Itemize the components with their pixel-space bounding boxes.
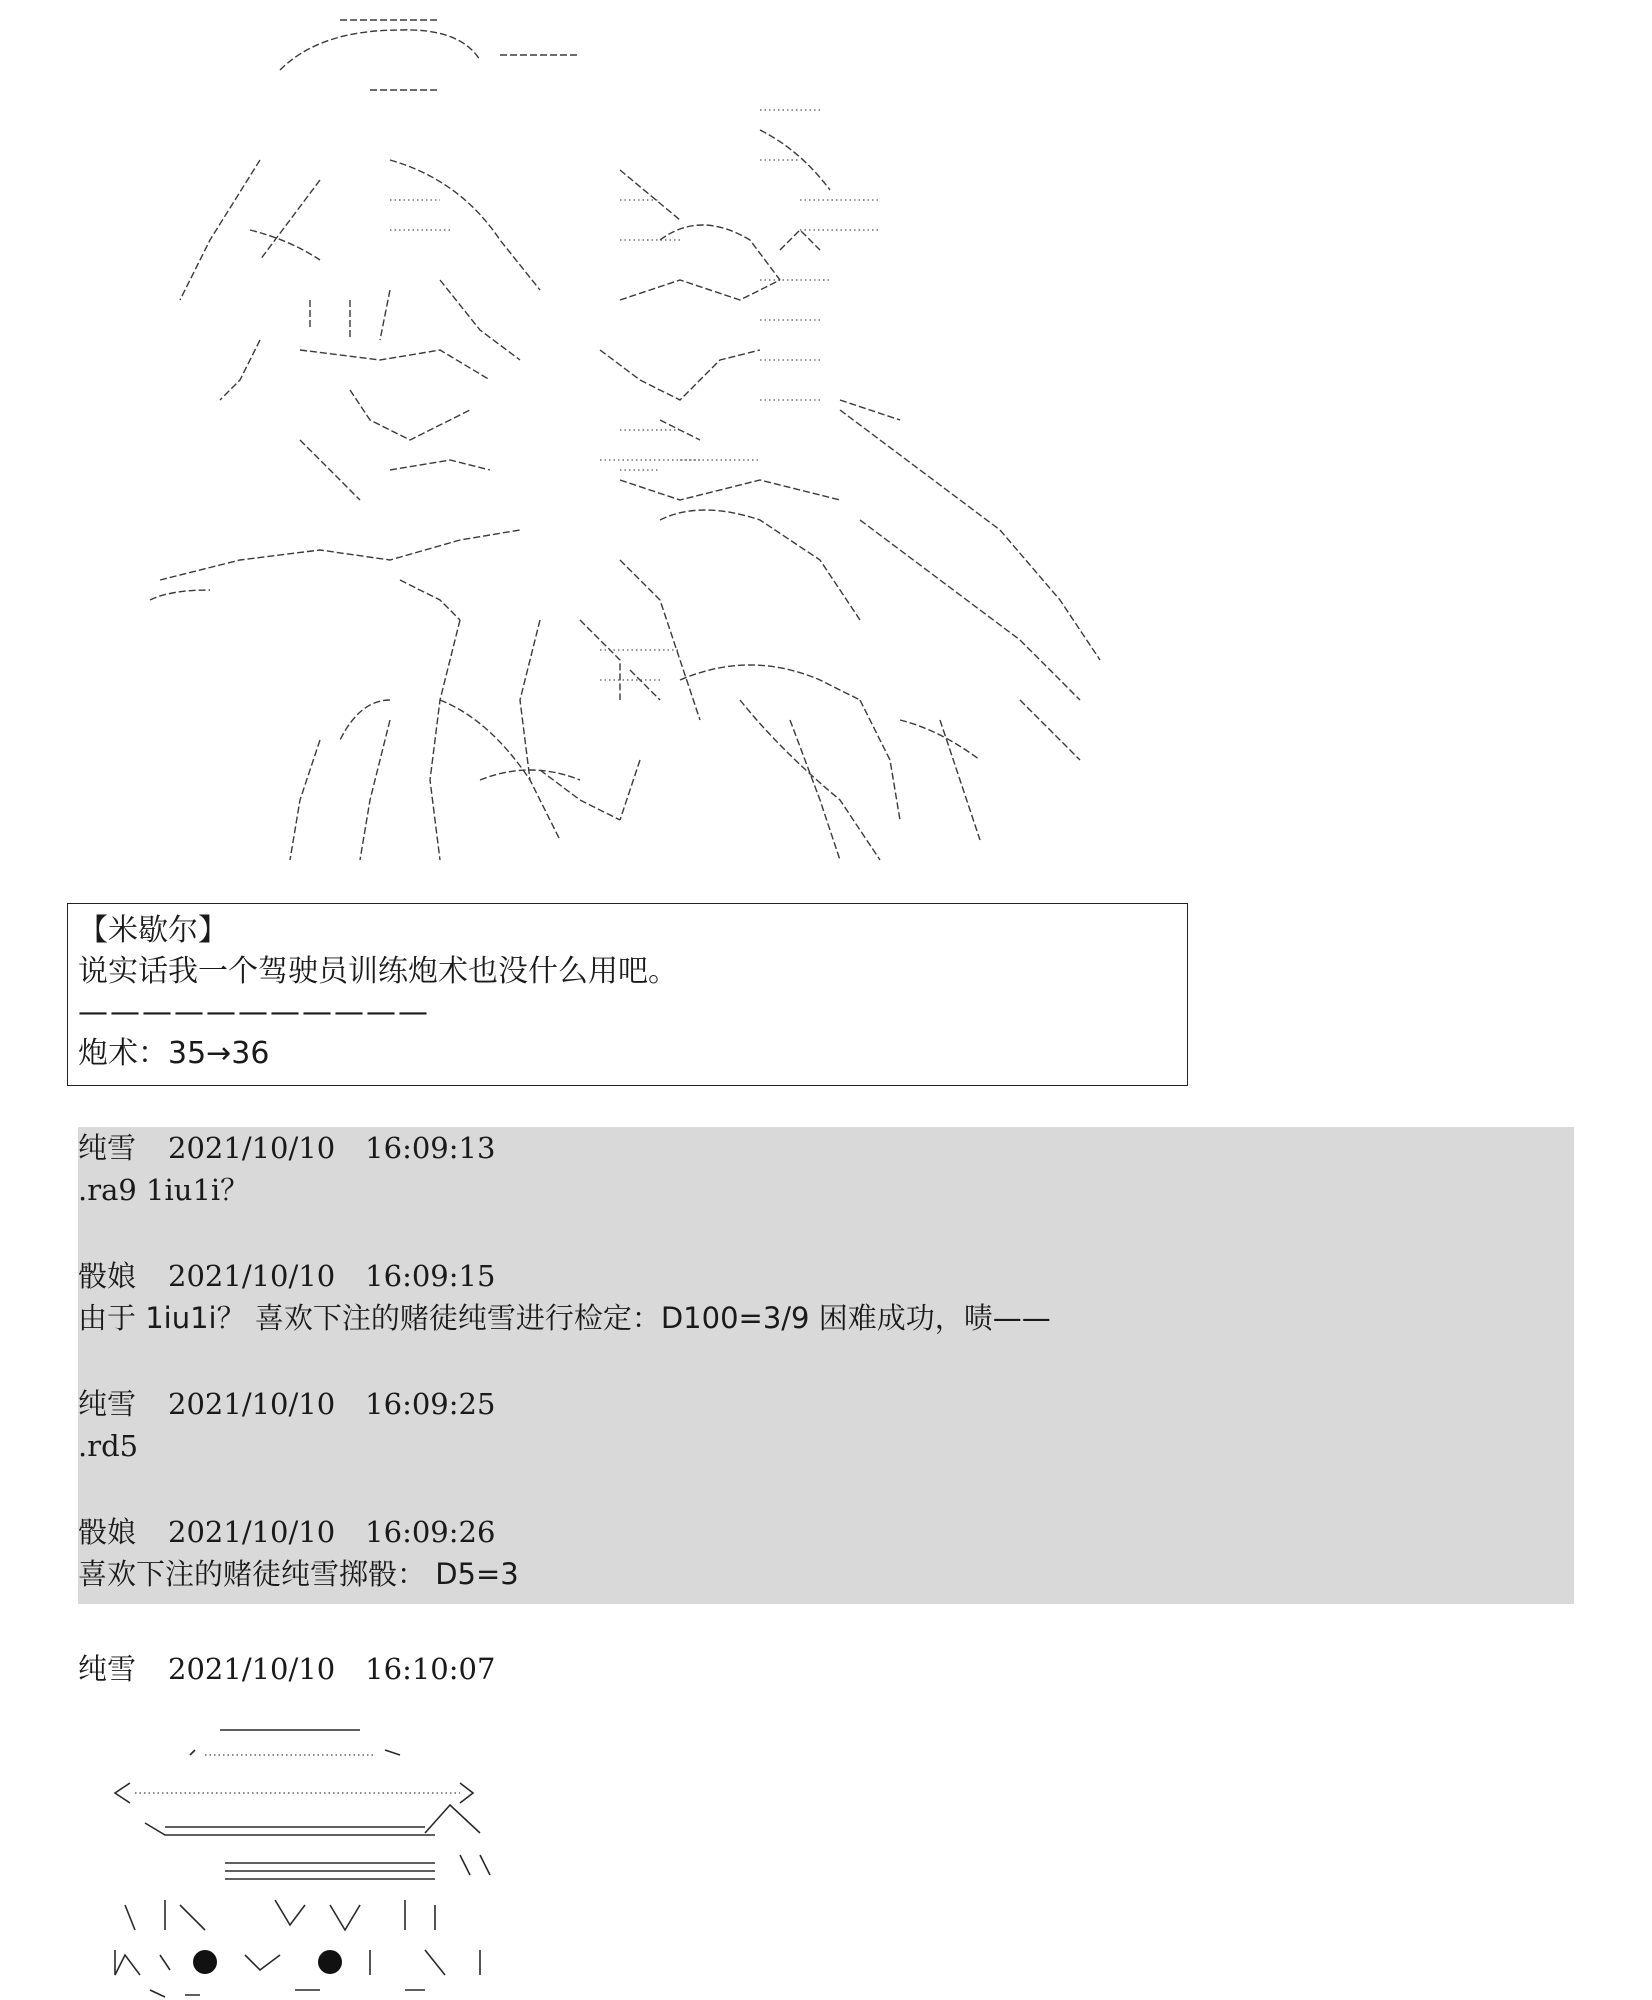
chat-message (78, 1511, 525, 1595)
message-time: 16:09:25 (365, 1387, 496, 1421)
message-header (78, 1255, 1051, 1297)
ascii-art-characters-icon (60, 0, 1140, 900)
message-sender: 纯雪 (78, 1652, 137, 1686)
message-body: .ra9 1iu1i？ (78, 1173, 250, 1207)
chat-message (78, 1127, 525, 1211)
chat-message-last (78, 1648, 525, 1690)
caption-speaker: 【米歇尔】 (78, 913, 228, 948)
message-body: 喜欢下注的赌徒纯雪掷骰： D5=3 (78, 1557, 519, 1591)
caption-text: 说实话我一个驾驶员训练炮术也没什么用吧。 (78, 954, 678, 989)
message-header (78, 1383, 525, 1425)
message-sender: 骰娘 (78, 1259, 137, 1293)
chat-message (78, 1255, 1051, 1339)
message-time: 16:09:13 (365, 1131, 496, 1165)
message-sender: 纯雪 (78, 1131, 137, 1165)
caption-stat: 炮术：35→36 (78, 1036, 270, 1071)
message-body: .rd5 (78, 1429, 139, 1463)
message-date: 2021/10/10 (168, 1259, 336, 1293)
message-date: 2021/10/10 (168, 1515, 336, 1549)
message-sender: 纯雪 (78, 1387, 137, 1421)
caption-box (67, 903, 1188, 1086)
message-time: 16:09:26 (365, 1515, 496, 1549)
message-date: 2021/10/10 (168, 1131, 336, 1165)
message-time: 16:09:15 (365, 1259, 496, 1293)
chat-log (78, 1127, 1574, 1604)
chat-message (78, 1383, 525, 1467)
message-header (78, 1127, 525, 1169)
caption-divider: ——————————— (78, 995, 430, 1030)
message-date: 2021/10/10 (168, 1387, 336, 1421)
message-sender: 骰娘 (78, 1515, 137, 1549)
ascii-art-helmet-face-icon (105, 1705, 525, 2000)
message-date: 2021/10/10 (168, 1652, 336, 1686)
message-header (78, 1511, 525, 1553)
message-time: 16:10:07 (365, 1652, 496, 1686)
message-body: 由于 1iu1i？ 喜欢下注的赌徒纯雪进行检定：D100=3/9 困难成功，啧—— (78, 1301, 1051, 1335)
